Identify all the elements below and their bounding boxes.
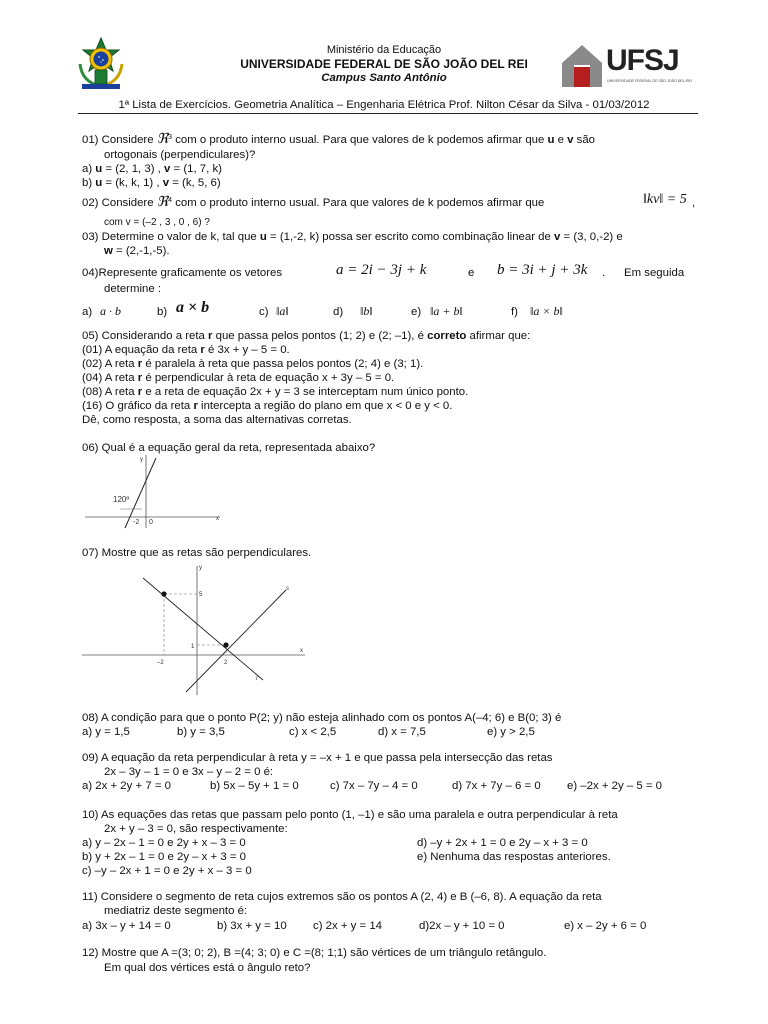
- q04-opt-e-label: e): [411, 306, 422, 318]
- q07-tick-5: 5: [199, 592, 203, 598]
- q05-item-02: (02) A reta r é paralela à reta que passa pelos pontos (2; 4) e (3; 1).: [82, 358, 424, 370]
- q03-line2: w = (2,-1,-5).: [104, 245, 170, 257]
- q09-option-e: e) –2x + 2y – 5 = 0: [567, 780, 662, 792]
- q12-line2: Em qual dos vértices está o ângulo reto?: [104, 962, 311, 974]
- q09-option-c: c) 7x – 7y – 4 = 0: [330, 780, 418, 792]
- q11-option-b: b) 3x + y = 10: [217, 920, 287, 932]
- q07-tick-1: 1: [191, 644, 195, 650]
- q02-comma: ,: [692, 197, 696, 209]
- q05-item-16: (16) O gráfico da reta r intercepta a região do plano em que x < 0 e y < 0.: [82, 400, 453, 412]
- q08-option-c: c) x < 2,5: [289, 726, 337, 738]
- q02-norm-expression: ‖kv‖ = 5: [643, 192, 687, 207]
- q09-statement: 09) A equação da reta perpendicular à reta y = –x + 1 e que passa pela intersecção das retas: [82, 752, 553, 764]
- q09-line2: 2x – 3y – 1 = 0 e 3x – y – 2 = 0 é:: [104, 766, 274, 778]
- q04-opt-d-label: d): [333, 306, 344, 318]
- q11-option-a: a) 3x – y + 14 = 0: [82, 920, 171, 932]
- q09-option-a: a) 2x + 2y + 7 = 0: [82, 780, 171, 792]
- q04-opt-f-expr: ‖a × b‖: [530, 304, 563, 318]
- q07-intersection-point: [223, 642, 228, 647]
- q06-angle-label: 120º: [113, 495, 130, 504]
- q08-statement: 08) A condição para que o ponto P(2; y) não esteja alinhado com os pontos A(–4; 6) e B(0; 3) é: [82, 712, 562, 724]
- q01-option-a: a) u = (2, 1, 3) , v = (1, 7, k): [82, 163, 222, 175]
- q07-perpendicular-lines-graph: [80, 560, 310, 700]
- q06-y-label: y: [140, 457, 143, 463]
- q04-opt-c-label: c): [259, 306, 269, 318]
- header-rule: [78, 113, 698, 114]
- q11-statement: 11) Considere o segmento de reta cujos extremos são os pontos A (2, 4) e B (–6, 8). A equação da reta: [82, 891, 602, 903]
- q08-option-b: b) y = 3,5: [177, 726, 225, 738]
- q04-vector-a: a = 2i − 3j + k: [336, 262, 427, 278]
- q10-line2: 2x + y – 3 = 0, são respectivamente:: [104, 823, 288, 835]
- ufsj-house-icon: [560, 43, 604, 89]
- q07-tick-neg2: –2: [157, 660, 164, 666]
- q06-x-label: x: [216, 516, 219, 522]
- q03-line1: 03) Determine o valor de k, tal que u = (1,-2, k) possa ser escrito como combinação linear de v = (3, 0,-2) e: [82, 231, 623, 243]
- q10-option-b: b) y + 2x – 1 = 0 e 2y – x + 3 = 0: [82, 851, 247, 863]
- q04-line1: 04)Represente graficamente os vetores: [82, 267, 283, 279]
- q07-line-s: [186, 590, 286, 692]
- q07-label-r: r: [256, 676, 258, 682]
- q10-option-c: c) –y – 2x + 1 = 0 e 2y + x – 3 = 0: [82, 865, 252, 877]
- q07-label-s: s: [286, 586, 289, 592]
- list-title: 1ª Lista de Exercícios. Geometria Analítica – Engenharia Elétrica Prof. Nilton César da Silva - 01/03/2012: [118, 99, 650, 111]
- ufsj-logo-caption: UNIVERSIDADE FEDERAL DE SÃO JOÃO DEL-REI: [607, 79, 692, 83]
- q04-opt-f-label: f): [511, 306, 518, 318]
- university-name: UNIVERSIDADE FEDERAL DE SÃO JOÃO DEL REI: [240, 57, 528, 71]
- q04-line2: determine :: [104, 283, 161, 295]
- q09-option-d: d) 7x + 7y – 6 = 0: [452, 780, 541, 792]
- q05-instruction: Dê, como resposta, a soma das alternativas corretas.: [82, 414, 352, 426]
- q11-option-e: e) x – 2y + 6 = 0: [564, 920, 647, 932]
- q01-line1: 01) Considere ℜ$^3$ com o produto interno usual. Para que valores de k podemos afirmar que u e v são: [82, 132, 596, 147]
- q01-option-b: b) u = (k, k, 1) , v = (k, 5, 6): [82, 177, 221, 189]
- q07-x-label: x: [300, 648, 303, 654]
- q11-option-d: d)2x – y + 10 = 0: [419, 920, 505, 932]
- q07-y-label: y: [199, 565, 202, 571]
- q12-statement: 12) Mostre que A =(3; 0; 2), B =(4; 3; 0) e C =(8; 1;1) são vértices de um triângulo retângulo.: [82, 947, 547, 959]
- q04-vector-b: b = 3i + j + 3k: [497, 262, 588, 278]
- ufsj-logo-text: UFSJ: [606, 44, 679, 77]
- q09-option-b: b) 5x – 5y + 1 = 0: [210, 780, 299, 792]
- q04-opt-b-expr: a × b: [176, 299, 210, 316]
- q01-line2: ortogonais (perpendiculares)?: [104, 149, 256, 161]
- q06-tick-zero: 0: [149, 519, 153, 526]
- q04-opt-d-expr: ‖b‖: [360, 304, 373, 318]
- q11-line2: mediatriz deste segmento é:: [104, 905, 248, 917]
- q07-statement: 07) Mostre que as retas são perpendiculares.: [82, 547, 312, 559]
- q04-opt-e-expr: ‖a + b‖: [430, 304, 463, 318]
- q05-item-08: (08) A reta r e a reta de equação 2x + y = 3 se interceptam num único ponto.: [82, 386, 469, 398]
- ministry-line: Ministério da Educação: [326, 44, 442, 56]
- q04-opt-a-label: a): [82, 306, 93, 318]
- q02-line2: com v = (–2 , 3 , 0 , 6) ?: [104, 217, 210, 228]
- q04-and: e: [468, 267, 475, 279]
- q06-statement: 06) Qual é a equação geral da reta, representada abaixo?: [82, 442, 376, 454]
- q10-option-a: a) y – 2x – 1 = 0 e 2y + x – 3 = 0: [82, 837, 246, 849]
- q10-option-e: e) Nenhuma das respostas anteriores.: [417, 851, 611, 863]
- q07-tick-2: 2: [224, 660, 228, 666]
- q05-statement: 05) Considerando a reta r que passa pelos pontos (1; 2) e (2; –1), é correto afirmar que:: [82, 330, 531, 342]
- q02-line1: 02) Considere ℜ$^4$ com o produto interno usual. Para que valores de k podemos afirmar que: [82, 195, 545, 210]
- ufsj-logo: [560, 43, 700, 93]
- q04-opt-b-label: b): [157, 306, 168, 318]
- q07-point-a: [161, 591, 166, 596]
- campus-name: Campus Santo Antônio: [321, 72, 447, 84]
- q05-item-01: (01) A equação da reta r é 3x + y – 5 = 0.: [82, 344, 290, 356]
- q06-line: [125, 458, 156, 528]
- q04-opt-a-expr: a · b: [100, 304, 121, 318]
- q10-option-d: d) –y + 2x + 1 = 0 e 2y – x + 3 = 0: [417, 837, 588, 849]
- q08-option-d: d) x = 7,5: [378, 726, 426, 738]
- q08-option-a: a) y = 1,5: [82, 726, 130, 738]
- q06-tick-neg2: -2: [133, 519, 140, 526]
- q04-then: Em seguida: [624, 267, 685, 279]
- q04-opt-c-expr: ‖a‖: [276, 304, 289, 318]
- q06-line-graph: [80, 450, 230, 530]
- q11-option-c: c) 2x + y = 14: [313, 920, 383, 932]
- q10-statement: 10) As equações das retas que passam pelo ponto (1, –1) e são uma paralela e outra perpendicular à reta: [82, 809, 618, 821]
- q05-item-04: (04) A reta r é perpendicular à reta de equação x + 3y – 5 = 0.: [82, 372, 395, 384]
- q08-option-e: e) y > 2,5: [487, 726, 535, 738]
- q04-period: .: [602, 267, 606, 279]
